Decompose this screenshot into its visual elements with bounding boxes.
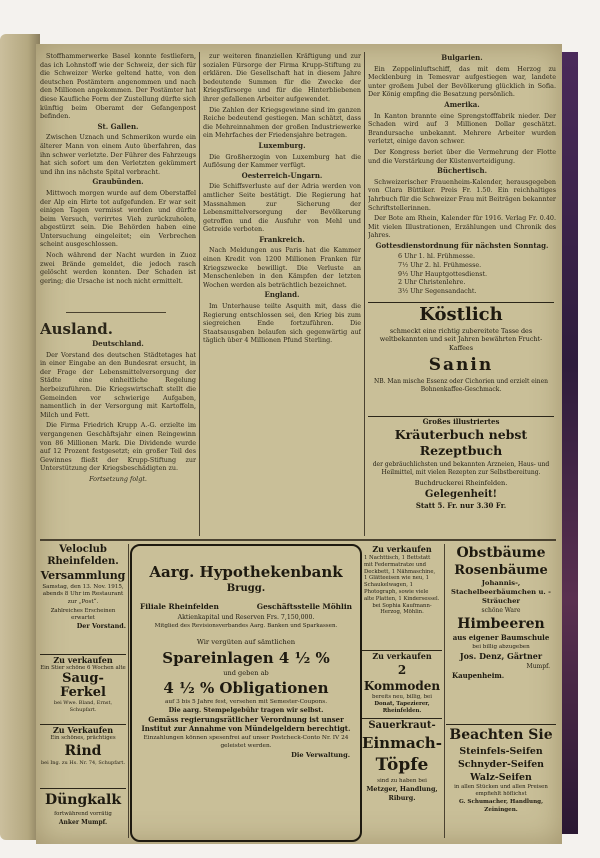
ad-desc: Ein schönes, prächtiges — [50, 735, 116, 741]
ad-zu-verkaufen-moebel — [362, 544, 442, 648]
ad-who: bei Ing. zu Hs. Nr. 74, Schupfart. — [40, 760, 126, 766]
column-divider — [199, 52, 200, 536]
newspaper-page — [36, 44, 562, 844]
paragraph: Ein Zeppelinluftschiff, das mit dem Herzog zu Mecklenburg in Temesvar aufgestiegen war, landete unter großem Jubel der Bevölkerung glücklich in Sofia. Der König empfing die Besatzung persönlich. — [368, 64, 556, 99]
ad-title: Zu verkaufen — [372, 651, 432, 661]
event-when: Samstag, den 13. Nov. 1915, abends 8 Uhr im Restaurant zur „Post“. — [42, 584, 124, 605]
ad-who: Donat, Tapezierer, Rheinfelden. — [374, 701, 430, 714]
service-line: 7½ Uhr 2. hl. Frühmesse. — [398, 261, 482, 270]
ad-line: aus eigener Baumschule — [452, 633, 550, 642]
ad-duengkalk — [40, 788, 126, 839]
heading-frankreich: Frankreich. — [259, 234, 305, 244]
heading-oesterreich: Oesterreich-Ungarn. — [241, 170, 323, 180]
ad-title: Zu verkaufen — [53, 655, 113, 665]
ad-line: schöne Ware — [481, 607, 521, 614]
ad-text: schmeckt eine richtig zubereitete Tasse des weltbekannten und seit Jahren bewährten Frucht-Kaffees — [379, 327, 543, 352]
ad-line: Walz-Seifen — [470, 772, 532, 783]
ad-top: Sauerkraut- — [368, 720, 436, 731]
ad-desc: fortwährend vorrätig — [54, 811, 112, 817]
ad-title: Zu Verkaufen — [52, 725, 114, 735]
ad-line: Rosenbäume — [454, 563, 548, 578]
ad-who: bei Wwe. Bland, Ernst, Schupfart. — [53, 700, 113, 713]
divider — [66, 312, 166, 313]
ad-brand: Sanin — [428, 355, 494, 376]
ad-big-1: Einmach- — [362, 734, 442, 752]
bank-capital: Aktienkapital und Reserven Frs. 7,150,000. — [177, 614, 315, 621]
bank-branches — [132, 596, 360, 613]
ad-desc: sind zu haben bei — [377, 778, 427, 784]
ad-top: Großes illustriertes — [422, 417, 500, 426]
paragraph: Die Zahlen der Kriegsgewinne sind im ganzen Reiche bedeutend gestiegen. Man schätzt, dass die Mehreinnahmen der großen Industriewerke ein Mehrfaches der Friedensjahre betragen. — [203, 105, 361, 140]
paragraph: Zwischen Uznach und Schmerikon wurde ein älterer Mann von einem Auto überfahren, das ihn schwer verletzte. Der Führer des Fahrzeugs hat sich sofort um den Verletzten gekümmert und ihn ins nächste Spital verbracht. — [40, 133, 196, 176]
ad-title: Beachten Sie — [449, 727, 553, 743]
bank-we-pay: Wir vergüten auf sämtlichen — [196, 638, 296, 646]
column-middle — [203, 52, 361, 536]
ad-line: Mumpf. — [526, 663, 550, 670]
paragraph: Der Bote am Rhein, Kalender für 1916. Verlag Fr. 0.40. Mit vielen Illustrationen, Erzählungen und Chronik des Jahres. — [368, 214, 556, 240]
service-line: 3½ Uhr Segensandacht. — [398, 286, 477, 295]
bank-terms: auf 3 bis 5 Jahre fest, versehen mit Semester-Coupons. — [164, 699, 328, 705]
ad-desc: in allen Stücken und allen Preisen empfiehlt höflichst — [454, 784, 548, 797]
bank-bonds: 4 ½ % Obligationen — [163, 679, 329, 697]
section-divider — [40, 539, 556, 541]
column-left-top — [40, 52, 196, 308]
paragraph: Nach Meldungen aus Paris hat die Kammer einen Kredit von 1200 Millionen Franken für Kriegszwecke bewilligt. Die Verluste an Menschenleben in den Kämpfen der letzten Wochen werden als beträchtlich bezeichnet. — [203, 246, 361, 289]
heading-buechertisch: Büchertisch. — [436, 166, 488, 176]
ad-saug-ferkel — [40, 654, 126, 721]
ad-divider — [444, 544, 445, 838]
ad-who: bei Sophia Kaufmann-Herzog, Möhlin. — [372, 602, 432, 616]
ad-line: Schnyder-Seifen — [457, 759, 545, 770]
ad-line: Kaupenheim. — [452, 671, 505, 680]
bank-and-give: und geben ab — [223, 669, 269, 677]
paragraph: zur weiteren finanziellen Kräftigung und zur sozialen Fürsorge der Firma Krupp-Stiftung zu erklären. Die Gesellschaft hat in diesem Jahre bedeutende Summen für die Zwecke der Kriegsfürsorge und für die Hinterbliebenen ihrer gefallenen Arbeiter aufgewendet. — [203, 52, 361, 103]
heading-graubuenden: Graubünden. — [92, 177, 144, 187]
ad-big: Düngkalk — [44, 792, 122, 808]
ad-big-2: Ferkel — [60, 685, 106, 700]
ad-offer: Gelegenheit! — [424, 489, 498, 500]
paragraph: Der Vorstand des deutschen Städtetages hat in einer Eingabe an den Bundesrat ersucht, in der Frage der Lebensmittelversorgung der Städte eine einheitliche Regelung herbeizuführen. Die Kriegswirtschaft stellt die Gemeinden vor schwierige Aufgaben, namentlich in der Versorgung mit Kartoffeln, Milch und Fett. — [40, 350, 196, 419]
bank-law: Gemäss regierungsrätlicher Verordnung ist unser Institut zur Annahme von Mündelgeldern berechtigt. — [141, 715, 351, 734]
ad-note: NB. Man mische Essenz oder Cichorien und erzielt einen Bohnenkaffee-Geschmack. — [373, 378, 549, 394]
column-ausland — [40, 318, 196, 536]
heading-amerika: Amerika. — [444, 99, 480, 109]
ad-rind — [40, 724, 126, 785]
ad-big: Rind — [64, 743, 102, 759]
ad-title: Köstlich — [419, 304, 503, 325]
ad-divider — [128, 544, 129, 838]
bank-savings: Spareinlagen 4 ½ % — [162, 649, 330, 667]
event-note: Zahlreiches Erscheinen erwartet — [50, 608, 116, 622]
ad-big-2: Töpfe — [375, 755, 429, 775]
heading-gottesdienst: Gottesdienstordnung für nächsten Sonntag. — [375, 240, 549, 250]
previous-page-text — [2, 94, 36, 794]
intro-paragraph: Stoffhammerwerke Basel konnte festliefern, das ich Lohnstoff wie der Schweiz, der sich für die Schweizer Werke geltend hatte, von den deutschen Postämtern angenommen und nach den Millionen angekommen. Der Postämter hat diese Kaufliche Form der Zustellung dürfte sich künftig beim Oberamt der Gefangenpost befinden. — [40, 52, 196, 121]
ad-who: Anker Mumpf. — [58, 819, 108, 826]
ad-title: Kräuterbuch nebst Rezeptbuch — [394, 427, 528, 458]
ad-line: Steinfels-Seifen — [459, 746, 543, 757]
service-line: 2 Uhr Christenlehre. — [398, 278, 466, 287]
ad-title: Zu verkaufen — [372, 544, 432, 554]
paragraph: In Kanton brannte eine Sprengstofffabrik nieder. Der Schaden wird auf 3 Millionen Dollar geschätzt. Brandursache unbekannt. Mehrere Arbeiter wurden verletzt, einige davon schwer. — [368, 111, 556, 146]
bank-city: Brugg. — [226, 583, 266, 594]
bank-member: Mitglied des Revisionsverbandes Aarg. Banken und Sparkassen. — [154, 623, 338, 629]
ad-line: Obstbäume — [456, 545, 546, 561]
ad-items: 1 Nachttisch, 1 Bettstatt mit Federmatratze und Deckbett, 1 Nähmaschine, 1 Glätteeisen wie neu, 1 Schaukelwagen, 1 Photograph, sowie viele alte Platten, 1 Kindersessel. — [364, 555, 440, 602]
ad-price: Statt 5. Fr. nur 3.30 Fr. — [415, 501, 507, 510]
heading-deutschland: Deutschland. — [92, 339, 144, 348]
bank-stamp: Die aarg. Stempelgebühr tragen wir selbst. — [168, 706, 324, 714]
ad-who: G. Schumacher, Handlung, Zeiningen. — [458, 799, 544, 813]
ad-shop: Buchdruckerei Rheinfelden. — [414, 479, 508, 487]
paragraph: Schweizerischer Frauenheim-Kalender, herausgegeben von Clara Büttiker. Preis Fr. 1.50. Ein reichhaltiges Jahrbuch für die Schweizer Frau mit Beiträgen bekannter Schriftstellerinnen. — [368, 177, 556, 212]
ad-big-1: Saug- — [62, 671, 104, 686]
heading-bulgarien: Bulgarien. — [441, 53, 483, 62]
ad-line: Himbeeren — [457, 616, 545, 632]
paragraph: Die Großherzogin von Luxemburg hat die Auflösung der Kammer verfügt. — [203, 152, 361, 170]
ad-veloclub — [40, 544, 126, 650]
paragraph: Im Unterhause teilte Asquith mit, dass die Regierung entschlossen sei, den Krieg bis zum siegreichen Ende fortzuführen. Die Staatsausgaben belaufen sich gegenwärtig auf täglich über 4 Millionen Pfund Sterling. — [203, 302, 361, 345]
bank-sign: Die Verwaltung. — [291, 750, 350, 759]
continued-note: Fortsetzung folgt. — [89, 474, 147, 483]
bank-postcheck: Einzahlungen können spesenfrei auf unser Postcheck-Conto Nr. IV 24 geleistet werden. — [143, 734, 349, 749]
book-spine — [562, 52, 578, 834]
ad-line: Jos. Denz, Gärtner — [459, 651, 543, 661]
ad-line: Johannis-, Stachelbeerbäumchen u. -Sträucher — [451, 579, 551, 605]
paragraph: Die Firma Friedrich Krupp A.-G. erzielte im vergangenen Geschäftsjahr einen Reingewinn von 86 Millionen Mark. Die Dividende wurde auf 12 Prozent festgesetzt; ein großer Teil des Gewinnes fließt der Krupp-Stiftung zur Unterstützung der Kriegsbeschädigten zu. — [40, 421, 196, 473]
event-sign: Der Vorstand. — [76, 622, 126, 631]
ad-desc: der gebräuchlichsten und bekannten Arzneien, Haus- und Heilmittel, mit vielen Rezepten zur Selbstbereitung. — [372, 461, 550, 476]
paragraph: Mittwoch morgen wurde auf dem Oberstaffel der Alp ein Hirte tot aufgefunden. Er war seit einigen Tagen vermisst worden und dürfte beim Versuch, verirrtes Vieh zurückzuholen, abgestürzt sein. Die Behörden haben eine Untersuchung eingeleitet; ein Verbrechen scheint ausgeschlossen. — [40, 188, 196, 249]
ad-line: bei billig abzugeben — [472, 644, 530, 650]
column-right — [368, 52, 556, 298]
paragraph: Der Kongress beriet über die Vermehrung der Flotte und die Verstärkung der Küstenverteidigung. — [368, 147, 556, 165]
branch-right: Geschäftsstelle Möhlin — [256, 602, 352, 611]
heading-st-gallen: St. Gallen. — [97, 121, 139, 131]
heading-england: England. — [264, 290, 300, 300]
paragraph: Noch während der Nacht wurden in Zuoz zwei Brände gemeldet, die jedoch rasch gelöscht werden konnten. Der Schaden ist gering; die Ursache ist noch nicht ermittelt. — [40, 251, 196, 285]
ad-kommoden — [362, 650, 442, 715]
ad-kaffee — [368, 302, 554, 413]
ad-desc: Ein Stier schöne 6 Wochen alte — [40, 665, 126, 671]
ad-kraeuterbuch — [368, 416, 554, 535]
service-line: 9½ Uhr Hauptgottesdienst. — [398, 269, 488, 278]
heading-ausland: Ausland. — [40, 320, 114, 338]
club-name: Veloclub Rheinfelden. — [47, 544, 119, 567]
branch-left: Filiale Rheinfelden — [140, 602, 219, 611]
ad-sauerkraut-toepfe — [362, 718, 442, 839]
service-line: 6 Uhr 1. hl. Frühmesse. — [398, 252, 475, 261]
heading-luxemburg: Luxemburg. — [258, 140, 306, 150]
ad-obstbaeume — [446, 544, 556, 720]
ad-big: 2 Kommoden — [363, 663, 441, 693]
book-page-edge — [0, 34, 40, 840]
ad-seifen — [446, 724, 556, 839]
paragraph: Die Schiffsverluste auf der Adria werden von amtlicher Seite bestätigt. Die Regierung hat Massnahmen zur Sicherung der Lebensmittelversorgung der Bevölkerung getroffen und die Ausfuhr von Mehl und Getreide verboten. — [203, 182, 361, 234]
bank-name: Aarg. Hypothekenbank — [149, 563, 343, 581]
column-divider — [364, 52, 365, 536]
ad-hypothekenbank — [130, 544, 362, 842]
ad-desc: bereits neu, billig, bei — [372, 694, 432, 700]
ad-who: Metzger, Handlung, Riburg. — [366, 785, 438, 802]
event-title: Versammlung — [40, 569, 126, 582]
